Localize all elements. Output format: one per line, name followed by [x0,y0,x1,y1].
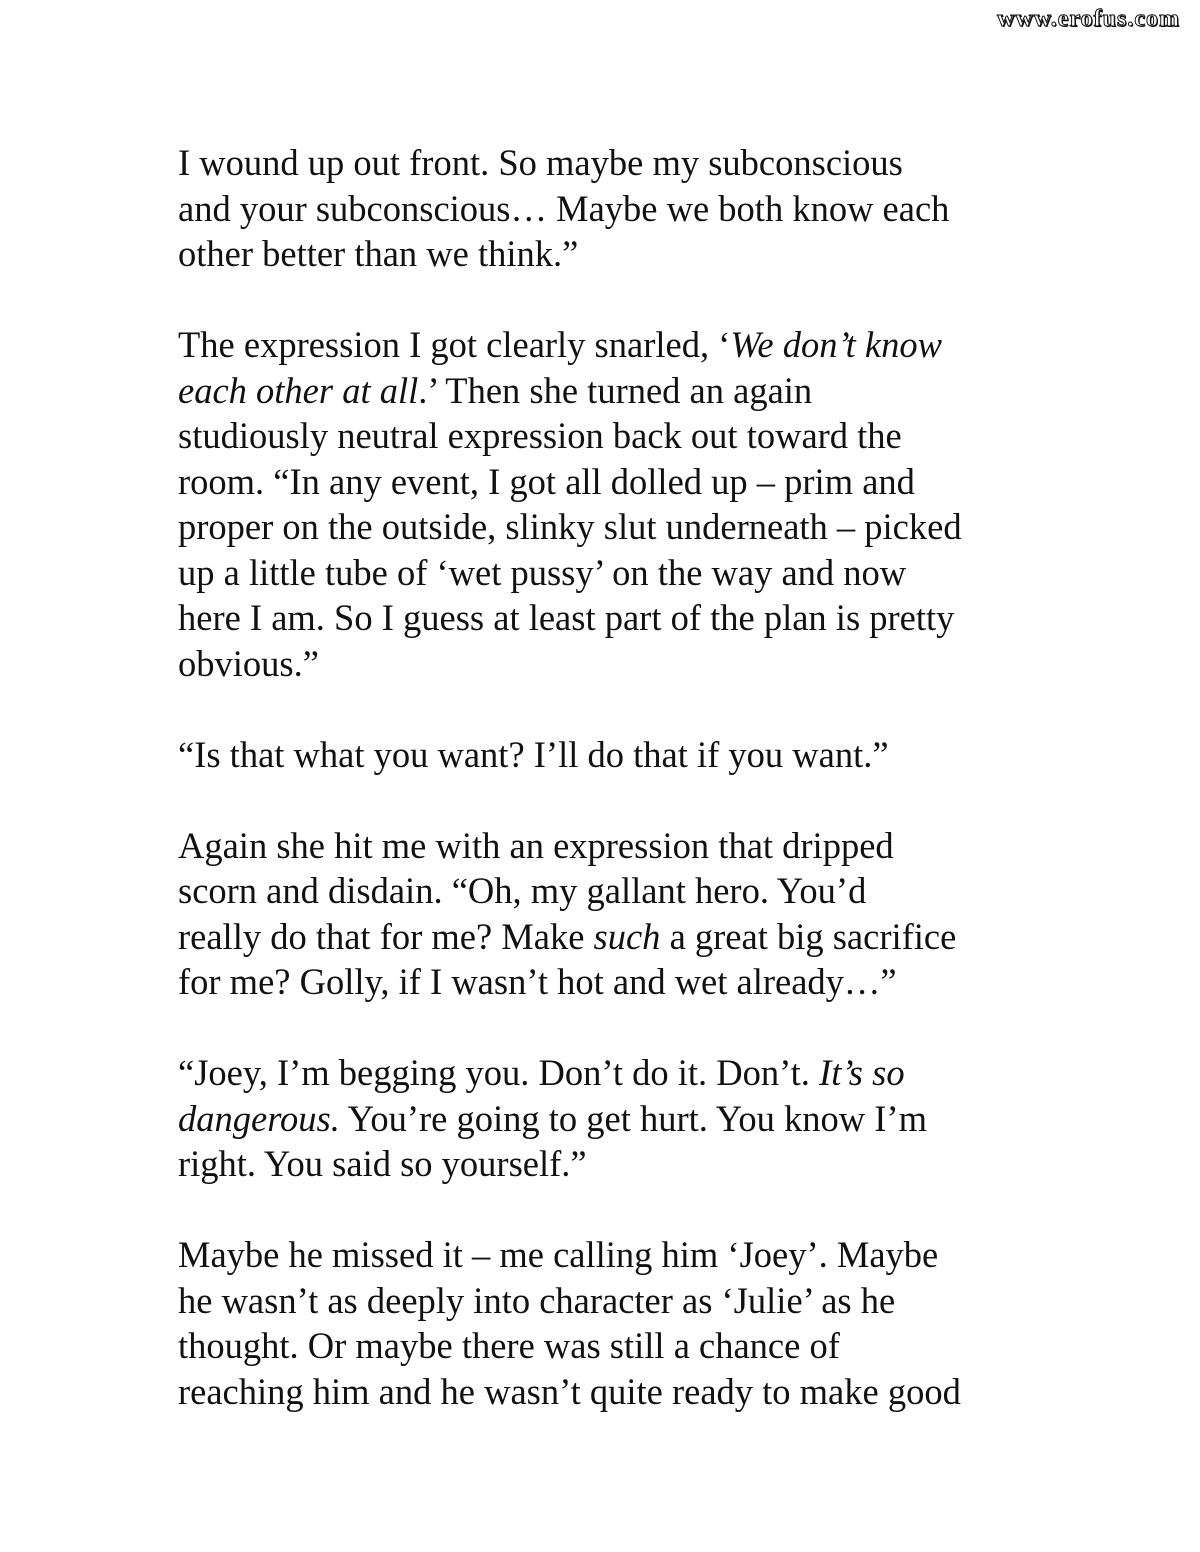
text-line [178,550,1038,596]
text-line [178,231,1038,277]
text-segment: studiously neutral expression back out toward the [178,415,902,456]
text-line [178,368,1038,414]
paragraph [178,823,1038,1005]
text-segment: and your subconscious… Maybe we both know each [178,187,950,229]
text-line [178,868,1038,914]
text-segment: he wasn’t as deeply into character as ‘Julie’ as he [178,1279,896,1321]
paragraph [178,1232,1038,1414]
text-segment: other better than we think.” [178,233,579,274]
text-segment: thought. Or maybe there was still a chance of [178,1325,840,1366]
text-line [178,1232,1038,1278]
text-line [178,1050,1038,1096]
text-segment: I wound up out front. So maybe my subconscious [178,142,903,183]
text-segment: You’re going to get hurt. You know I’m [339,1097,927,1139]
text-segment: .’ Then she turned an again [418,369,813,411]
text-line [178,1096,1038,1142]
italic-text-segment: dangerous. [178,1097,340,1139]
text-line [178,413,1038,459]
text-segment: obvious.” [178,642,319,684]
text-segment: Maybe he missed it – me calling him ‘Joey’. Maybe [178,1234,939,1275]
text-segment: proper on the outside, slinky slut underneath – picked [178,506,962,547]
text-line [178,322,1038,368]
paragraph [178,1050,1038,1187]
text-line [178,914,1038,960]
italic-text-segment: We don’t know [730,324,942,365]
text-segment: The expression I got clearly snarled, ‘ [178,324,731,365]
paragraph [178,322,1038,686]
text-segment: reaching him and he wasn’t quite ready to make good [178,1370,961,1412]
text-line [178,641,1038,687]
text-segment: scorn and disdain. “Oh, my gallant hero. You’d [178,870,867,911]
text-segment: right. You said so yourself.” [178,1143,587,1184]
text-line [178,595,1038,641]
text-segment: for me? Golly, if I wasn’t hot and wet already…” [178,961,897,1002]
text-line [178,823,1038,869]
paragraph [178,140,1038,277]
text-line [178,186,1038,232]
text-line [178,459,1038,505]
italic-text-segment: each other at all [178,369,419,411]
text-segment: “Is that what you want? I’ll do that if you want.” [178,733,889,775]
paragraph [178,732,1038,778]
italic-text-segment: such [593,915,661,957]
text-line [178,1278,1038,1324]
text-line [178,732,1038,778]
text-line [178,140,1038,186]
text-segment: really do that for me? Make [178,915,594,957]
text-line [178,1141,1038,1187]
text-line [178,1323,1038,1369]
text-segment: up a little tube of ‘wet pussy’ on the way and now [178,551,907,593]
text-segment: Again she hit me with an expression that dripped [178,824,894,866]
text-segment: here I am. So I guess at least part of the plan is pretty [178,597,955,638]
text-segment: room. “In any event, I got all dolled up – prim and [178,460,915,502]
text-segment: a great big sacrifice [660,915,957,957]
watermark: www.erofus.com [997,6,1180,32]
text-line [178,504,1038,550]
text-line [178,959,1038,1005]
page-body-text [178,140,1038,1460]
text-line [178,1369,1038,1415]
italic-text-segment: It’s so [819,1052,905,1093]
text-segment: “Joey, I’m begging you. Don’t do it. Don’t. [178,1052,820,1093]
